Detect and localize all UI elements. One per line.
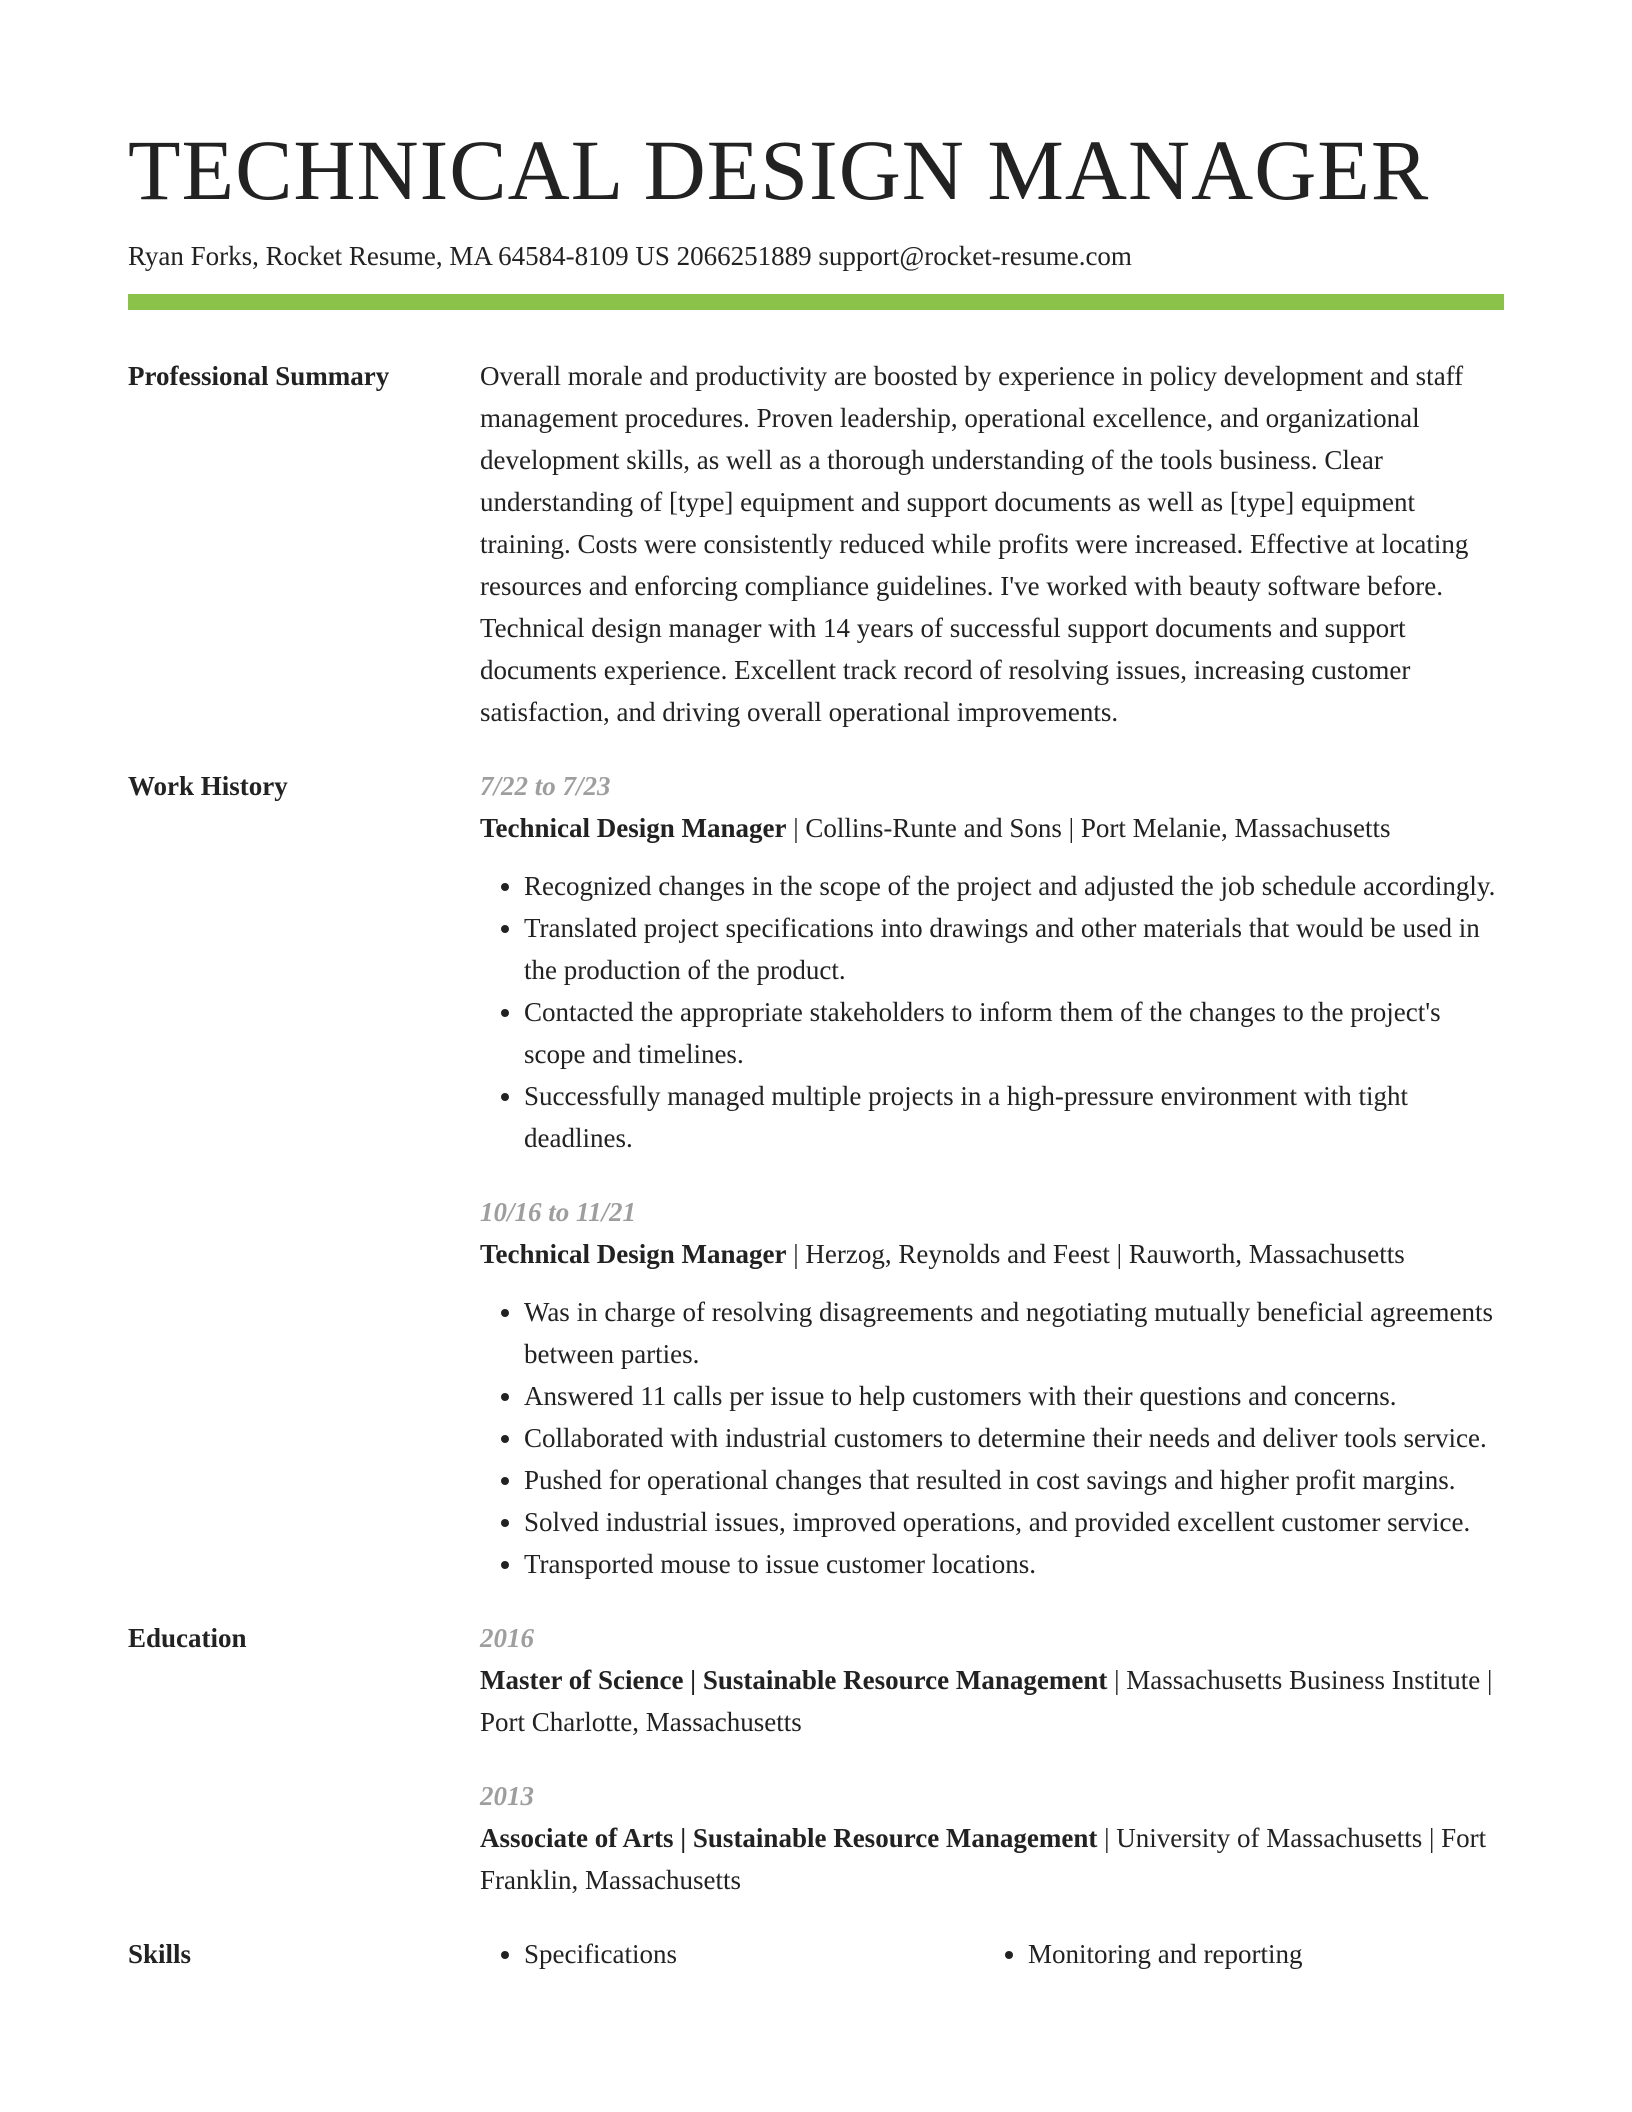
job-title: Technical Design Manager xyxy=(480,1239,787,1269)
list-item: • Answered 11 calls per issue to help customers with their questions and concerns. xyxy=(524,1375,1504,1417)
work-history-body xyxy=(480,765,1504,1585)
list-item: • Was in charge of resolving disagreements and negotiating mutually beneficial agreements between parties. xyxy=(524,1291,1504,1375)
list-item: • Collaborated with industrial customers to determine their needs and deliver tools service. xyxy=(524,1417,1504,1459)
education-section xyxy=(128,1617,1504,1901)
job-date: 10/16 to 11/21 xyxy=(480,1197,637,1227)
list-item: • Contacted the appropriate stakeholders to inform them of the changes to the project's scope and timelines. xyxy=(524,991,1504,1075)
list-item: • Translated project specifications into drawings and other materials that would be used in the production of the product. xyxy=(524,907,1504,991)
job-line xyxy=(480,807,1504,849)
education-entry xyxy=(480,1617,1504,1743)
contact-line: Ryan Forks, Rocket Resume, MA 64584-8109 US 2066251889 support@rocket-resume.com xyxy=(128,241,1132,271)
degree-details: | University of Massachusetts | Fort Franklin, Massachusetts xyxy=(480,1823,1487,1895)
summary-text: Overall morale and productivity are boosted by experience in policy development and staff management procedures. Proven leadership, operational excellence, and organizational development skills, as well as a thorough understanding of the tools business. Clear understanding of [type] equipment and support documents as well as [type] equipment training. Costs were consistently reduced while profits were increased. Effective at locating resources and enforcing compliance guidelines. I've worked with beauty software before. Technical design manager with 14 years of successful support documents and support documents experience. Excellent track record of resolving issues, increasing customer satisfaction, and driving overall operational improvements. xyxy=(480,361,1469,727)
skills-column-1 xyxy=(480,1933,984,1975)
list-item: • Transported mouse to issue customer locations. xyxy=(524,1543,1504,1585)
list-item: • Successfully managed multiple projects in a high-pressure environment with tight deadlines. xyxy=(524,1075,1504,1159)
skills-body xyxy=(480,1933,1504,1975)
job-bullets xyxy=(480,1291,1504,1585)
education-entry xyxy=(480,1775,1504,1901)
education-date: 2013 xyxy=(480,1781,534,1811)
list-item: • Recognized changes in the scope of the project and adjusted the job schedule accordingly. xyxy=(524,865,1504,907)
job-line xyxy=(480,1233,1504,1275)
job-details: | Herzog, Reynolds and Feest | Rauworth, Massachusetts xyxy=(786,1239,1405,1269)
job-date: 7/22 to 7/23 xyxy=(480,771,611,801)
list-item: • Specifications xyxy=(524,1933,984,1975)
job-bullets xyxy=(480,865,1504,1159)
summary-heading: Professional Summary xyxy=(128,361,390,391)
degree-line xyxy=(480,1659,1504,1743)
degree-line xyxy=(480,1817,1504,1901)
list-item: • Pushed for operational changes that resulted in cost savings and higher profit margins. xyxy=(524,1459,1504,1501)
job-title: Technical Design Manager xyxy=(480,813,787,843)
degree-details: | Massachusetts Business Institute | Port Charlotte, Massachusetts xyxy=(480,1665,1493,1737)
skills-heading: Skills xyxy=(128,1939,192,1969)
education-heading: Education xyxy=(128,1623,247,1653)
job-entry xyxy=(480,1191,1504,1585)
degree-title: Associate of Arts | Sustainable Resource Management xyxy=(480,1823,1098,1853)
skills-column-2 xyxy=(984,1933,1488,1975)
skills-section xyxy=(128,1933,1504,1975)
header-divider xyxy=(128,294,1504,310)
job-details: | Collins-Runte and Sons | Port Melanie, Massachusetts xyxy=(786,813,1391,843)
list-item: • Solved industrial issues, improved operations, and provided excellent customer service. xyxy=(524,1501,1504,1543)
work-history-heading: Work History xyxy=(128,771,288,801)
page-title: TECHNICAL DESIGN MANAGER xyxy=(128,122,1430,218)
degree-title: Master of Science | Sustainable Resource Management xyxy=(480,1665,1108,1695)
education-body xyxy=(480,1617,1504,1901)
work-history-section xyxy=(128,765,1504,1585)
education-date: 2016 xyxy=(480,1623,534,1653)
resume-page xyxy=(128,120,1504,1975)
summary-section xyxy=(128,355,1504,733)
list-item: • Monitoring and reporting xyxy=(1028,1933,1488,1975)
job-entry xyxy=(480,765,1504,1159)
